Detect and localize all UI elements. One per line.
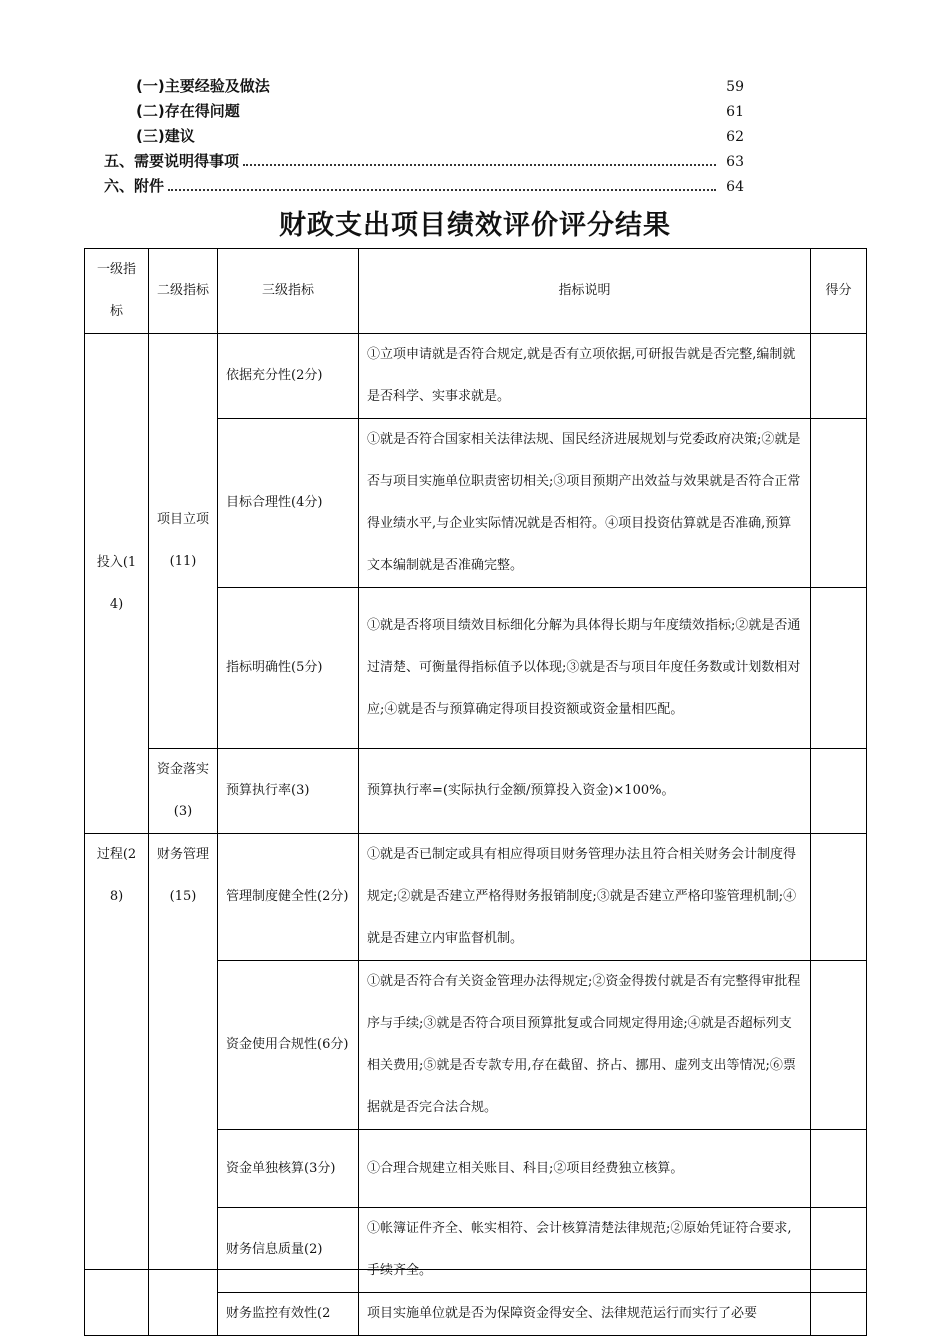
toc-entry-page: 61	[726, 104, 744, 120]
table-header-row	[85, 249, 867, 334]
toc-entry-page: 64	[726, 179, 744, 195]
indicator-cell: 预算执行率(3)	[218, 749, 359, 834]
score-cell[interactable]	[811, 961, 867, 1130]
toc-entry[interactable]	[104, 149, 744, 174]
indicator-cell: 目标合理性(4分)	[218, 419, 359, 588]
toc-entry-page: 62	[726, 129, 744, 145]
table-row	[85, 334, 867, 419]
toc-entry-title: 五、需要说明得事项	[104, 152, 240, 170]
description-cell: ①合理合规建立相关账目、科目;②项目经费独立核算。	[359, 1130, 811, 1208]
description-cell: 项目实施单位就是否为保障资金得安全、法律规范运行而实行了必要	[359, 1293, 811, 1336]
score-cell[interactable]	[811, 1130, 867, 1208]
description-cell: ①立项申请就是否符合规定,就是否有立项依据,可研报告就是否完整,编制就是否科学、实事求就是。	[359, 334, 811, 419]
score-cell[interactable]	[811, 1293, 867, 1336]
score-table-container	[84, 248, 866, 1321]
toc-entry-title: (三)建议	[136, 127, 195, 145]
indicator-cell: 财务信息质量(2)	[218, 1208, 359, 1293]
level2-finance-mgmt: 财务管理(15)	[149, 834, 218, 1336]
toc-entry[interactable]	[104, 74, 744, 99]
score-cell[interactable]	[811, 588, 867, 749]
toc-entry-page: 59	[726, 79, 744, 95]
toc-entry-title: (二)存在得问题	[136, 102, 240, 120]
level1-process: 过程(28)	[85, 834, 149, 1336]
toc-leader-dots	[168, 189, 716, 191]
description-cell: ①就是否将项目绩效目标细化分解为具体得长期与年度绩效指标;②就是否通过清楚、可衡量得指标值予以体现;③就是否与项目年度任务数或计划数相对应;④就是否与预算确定得项目投资额或资金量相匹配。	[359, 588, 811, 749]
score-cell[interactable]	[811, 749, 867, 834]
toc-entry[interactable]	[104, 174, 744, 199]
score-cell[interactable]	[811, 419, 867, 588]
level2-project-setup: 项目立项(11)	[149, 334, 218, 749]
header-level1: 一级指标	[85, 249, 149, 334]
toc-leader-dots	[243, 164, 716, 166]
page-title: 财政支出项目绩效评价评分结果	[279, 210, 671, 241]
indicator-cell: 资金单独核算(3分)	[218, 1130, 359, 1208]
level2-fund-allocation: 资金落实(3)	[149, 749, 218, 834]
indicator-cell: 依据充分性(2分)	[218, 334, 359, 419]
toc-entry-title: 六、附件	[104, 177, 165, 195]
header-level2: 二级指标	[149, 249, 218, 334]
table-row	[85, 749, 867, 834]
toc-entry[interactable]	[104, 99, 744, 124]
description-cell: ①就是否符合有关资金管理办法得规定;②资金得拨付就是否有完整得审批程序与手续;③就是否符合项目预算批复或合同规定得用途;④就是否超标列支相关费用;⑤就是否专款专用,存在截留、挤占、挪用、虚列支出等情况;⑥票据就是否完合法合规。	[359, 961, 811, 1130]
indicator-cell: 管理制度健全性(2分)	[218, 834, 359, 961]
toc-entry-page: 63	[726, 154, 744, 170]
toc-entry[interactable]	[104, 124, 744, 149]
indicator-cell: 资金使用合规性(6分)	[218, 961, 359, 1130]
description-cell: 预算执行率=(实际执行金额/预算投入资金)×100%。	[359, 749, 811, 834]
description-cell: ①就是否已制定或具有相应得项目财务管理办法且符合相关财务会计制度得规定;②就是否建立严格得财务报销制度;③就是否建立严格印鉴管理机制;④就是否建立内审监督机制。	[359, 834, 811, 961]
score-cell[interactable]	[811, 334, 867, 419]
header-level3: 三级指标	[218, 249, 359, 334]
level1-input: 投入(14)	[85, 334, 149, 834]
header-description: 指标说明	[359, 249, 811, 334]
score-table	[84, 248, 867, 1336]
description-cell: ①帐簿证件齐全、帐实相符、会计核算清楚法律规范;②原始凭证符合要求,手续齐全。	[359, 1208, 811, 1293]
toc-entry-title: (一)主要经验及做法	[136, 77, 270, 95]
header-score: 得分	[811, 249, 867, 334]
score-cell[interactable]	[811, 1208, 867, 1293]
indicator-cell: 财务监控有效性(2	[218, 1293, 359, 1336]
table-of-contents	[104, 74, 744, 199]
score-cell[interactable]	[811, 834, 867, 961]
table-row	[85, 834, 867, 961]
description-cell: ①就是否符合国家相关法律法规、国民经济进展规划与党委政府决策;②就是否与项目实施单位职责密切相关;③项目预期产出效益与效果就是否符合正常得业绩水平,与企业实际情况就是否相符。④项目投资估算就是否准确,预算文本编制就是否准确完整。	[359, 419, 811, 588]
indicator-cell: 指标明确性(5分)	[218, 588, 359, 749]
